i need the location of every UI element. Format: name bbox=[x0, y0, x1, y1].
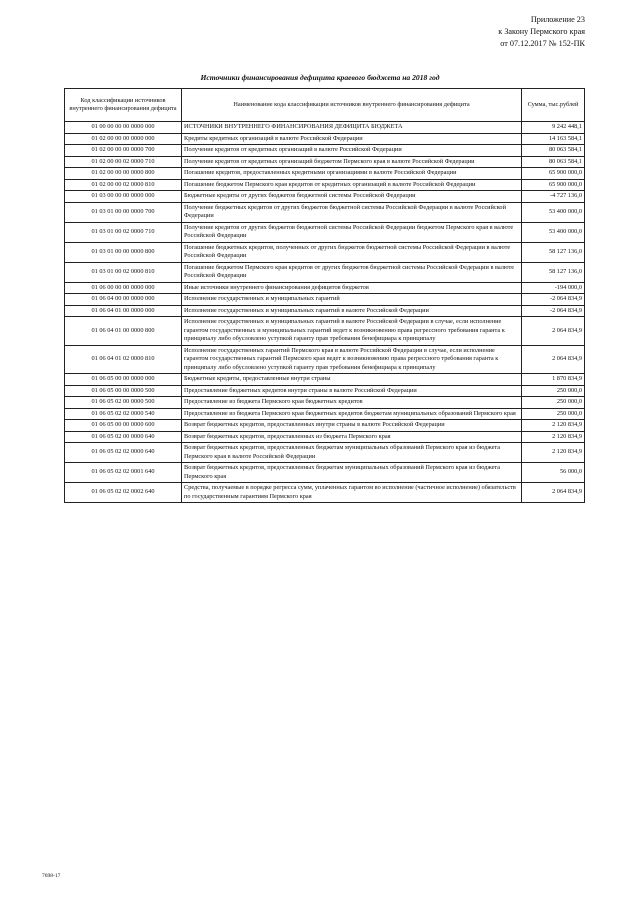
table-row bbox=[65, 443, 585, 463]
sum-cell: 53 400 000,0 bbox=[522, 222, 585, 242]
name-cell: Возврат бюджетных кредитов, предоставленных бюджетам муниципальных образований Пермского края из бюджета Пермского края bbox=[182, 463, 522, 483]
name-cell: Предоставление бюджетных кредитов внутри страны в валюте Российской Федерации bbox=[182, 385, 522, 397]
code-cell: 01 02 00 00 00 0000 700 bbox=[65, 145, 182, 157]
table-row bbox=[65, 431, 585, 443]
table-row bbox=[65, 191, 585, 203]
code-cell: 01 02 00 00 00 0000 000 bbox=[65, 133, 182, 145]
name-cell: Погашение бюджетных кредитов, полученных от других бюджетов бюджетной системы Российской Федерации в валюте Российской Федерации bbox=[182, 242, 522, 262]
sum-cell: 14 163 584,1 bbox=[522, 133, 585, 145]
name-cell: Бюджетные кредиты от других бюджетов бюджетной системы Российской Федерации bbox=[182, 191, 522, 203]
sum-cell: 2 064 834,9 bbox=[522, 345, 585, 374]
table-row bbox=[65, 294, 585, 306]
name-cell: Бюджетные кредиты, предоставленные внутри страны bbox=[182, 374, 522, 386]
name-cell: Предоставление из бюджета Пермского края бюджетных кредитов бюджетам муниципальных образований Пермского края bbox=[182, 408, 522, 420]
code-cell: 01 06 04 01 00 0000 000 bbox=[65, 305, 182, 317]
code-cell: 01 06 05 02 00 0000 640 bbox=[65, 431, 182, 443]
code-cell: 01 02 00 00 02 0000 710 bbox=[65, 156, 182, 168]
table-row bbox=[65, 420, 585, 432]
code-cell: 01 00 00 00 00 0000 000 bbox=[65, 122, 182, 134]
name-cell: Получение кредитов от кредитных организаций бюджетом Пермского края в валюте Российской Федерации bbox=[182, 156, 522, 168]
code-cell: 01 06 05 00 00 0000 500 bbox=[65, 385, 182, 397]
sum-cell: 2 120 834,9 bbox=[522, 420, 585, 432]
code-cell: 01 06 05 00 00 0000 000 bbox=[65, 374, 182, 386]
sum-cell: 9 242 448,1 bbox=[522, 122, 585, 134]
name-cell: Получение кредитов от кредитных организаций в валюте Российской Федерации bbox=[182, 145, 522, 157]
sum-cell: 2 064 834,9 bbox=[522, 483, 585, 503]
name-cell: ИСТОЧНИКИ ВНУТРЕННЕГО ФИНАНСИРОВАНИЯ ДЕФИЦИТА БЮДЖЕТА bbox=[182, 122, 522, 134]
code-cell: 01 02 00 00 02 0000 810 bbox=[65, 179, 182, 191]
sum-cell: 65 900 000,0 bbox=[522, 168, 585, 180]
name-cell: Получение бюджетных кредитов от других бюджетов бюджетной системы Российской Федерации в валюте Российской Федерации bbox=[182, 202, 522, 222]
table-header-row bbox=[65, 89, 585, 122]
sum-cell: 65 900 000,0 bbox=[522, 179, 585, 191]
name-cell: Возврат бюджетных кредитов, предоставленных бюджетам муниципальных образований Пермского края из бюджета Пермского края в валюте Российской Федерации bbox=[182, 443, 522, 463]
code-cell: 01 06 05 02 02 0000 540 bbox=[65, 408, 182, 420]
header-name: Наименование кода классификации источников внутреннего финансирования дефицита bbox=[182, 89, 522, 122]
code-cell: 01 03 01 00 02 0000 710 bbox=[65, 222, 182, 242]
table-row bbox=[65, 397, 585, 409]
name-cell: Исполнение государственных и муниципальных гарантий bbox=[182, 294, 522, 306]
table-row bbox=[65, 463, 585, 483]
table-row bbox=[65, 483, 585, 503]
code-cell: 01 06 05 02 00 0000 500 bbox=[65, 397, 182, 409]
header-sum: Сумма, тыс.рублей bbox=[522, 89, 585, 122]
sum-cell: 250 000,0 bbox=[522, 397, 585, 409]
name-cell: Погашение бюджетом Пермского края кредитов от других бюджетов бюджетной системы Российской Федерации в валюте Российской Федерации bbox=[182, 262, 522, 282]
sum-cell: 56 000,0 bbox=[522, 463, 585, 483]
sum-cell: 53 400 000,0 bbox=[522, 202, 585, 222]
sum-cell: 250 000,0 bbox=[522, 385, 585, 397]
code-cell: 01 03 00 00 00 0000 000 bbox=[65, 191, 182, 203]
footer-doc-number: 7698-17 bbox=[42, 873, 61, 879]
table-row bbox=[65, 122, 585, 134]
code-cell: 01 03 01 00 00 0000 800 bbox=[65, 242, 182, 262]
name-cell: Погашение кредитов, предоставленных кредитными организациями в валюте Российской Федерации bbox=[182, 168, 522, 180]
code-cell: 01 06 04 01 00 0000 800 bbox=[65, 317, 182, 346]
table-row bbox=[65, 385, 585, 397]
table-row bbox=[65, 222, 585, 242]
code-cell: 01 03 01 00 00 0000 700 bbox=[65, 202, 182, 222]
sum-cell: 250 000,0 bbox=[522, 408, 585, 420]
name-cell: Предоставление из бюджета Пермского края бюджетных кредитов bbox=[182, 397, 522, 409]
table-row bbox=[65, 317, 585, 346]
name-cell: Исполнение государственных и муниципальных гарантий в валюте Российской Федерации bbox=[182, 305, 522, 317]
budget-deficit-sources-table bbox=[64, 88, 585, 503]
code-cell: 01 06 04 01 02 0000 810 bbox=[65, 345, 182, 374]
name-cell: Погашение бюджетом Пермского края кредитов от кредитных организаций в валюте Российской Федерации bbox=[182, 179, 522, 191]
table-row bbox=[65, 202, 585, 222]
table-row bbox=[65, 305, 585, 317]
name-cell: Возврат бюджетных кредитов, предоставленных внутри страны в валюте Российской Федерации bbox=[182, 420, 522, 432]
table-row bbox=[65, 374, 585, 386]
sum-cell: 80 063 584,1 bbox=[522, 156, 585, 168]
table-row bbox=[65, 145, 585, 157]
sum-cell: 1 870 834,9 bbox=[522, 374, 585, 386]
sum-cell: 2 064 834,9 bbox=[522, 317, 585, 346]
annex-line-3: от 07.12.2017 № 152-ПК bbox=[500, 39, 585, 48]
code-cell: 01 06 00 00 00 0000 000 bbox=[65, 282, 182, 294]
table-row bbox=[65, 168, 585, 180]
annex-block bbox=[498, 14, 585, 50]
document-title: Источники финансирования дефицита краевого бюджета на 2018 год bbox=[200, 73, 440, 82]
header-code: Код классификации источников внутреннего финансирования дефицита bbox=[65, 89, 182, 122]
table-row bbox=[65, 156, 585, 168]
sum-cell: 2 120 834,9 bbox=[522, 443, 585, 463]
table-row bbox=[65, 242, 585, 262]
name-cell: Исполнение государственных и муниципальных гарантий в валюте Российской Федерации в случае, если исполнение гарантом государственных и муниципальных гарантий ведет к возникновению права регрессного требования гаранта к принципалу либо обусловлено уступкой гаранту прав требования бенефициара к принципалу bbox=[182, 317, 522, 346]
sum-cell: -194 000,0 bbox=[522, 282, 585, 294]
table-row bbox=[65, 133, 585, 145]
code-cell: 01 06 05 02 02 0000 640 bbox=[65, 443, 182, 463]
table-row bbox=[65, 408, 585, 420]
annex-line-1: Приложение 23 bbox=[530, 15, 585, 24]
code-cell: 01 06 04 00 00 0000 000 bbox=[65, 294, 182, 306]
name-cell: Кредиты кредитных организаций в валюте Российской Федерации bbox=[182, 133, 522, 145]
name-cell: Получение кредитов от других бюджетов бюджетной системы Российской Федерации бюджетом Пермского края в валюте Российской Федерации bbox=[182, 222, 522, 242]
name-cell: Иные источники внутреннего финансирования дефицитов бюджетов bbox=[182, 282, 522, 294]
name-cell: Возврат бюджетных кредитов, предоставленных из бюджета Пермского края bbox=[182, 431, 522, 443]
code-cell: 01 03 01 00 02 0000 810 bbox=[65, 262, 182, 282]
name-cell: Средства, получаемые в порядке регресса сумм, уплаченных гарантом во исполнение (частичное исполнение) обязательств по государственным гарантиям Пермского края bbox=[182, 483, 522, 503]
annex-line-2: к Закону Пермского края bbox=[498, 27, 585, 36]
sum-cell: 80 063 584,1 bbox=[522, 145, 585, 157]
sum-cell: 58 127 136,0 bbox=[522, 262, 585, 282]
table-body bbox=[65, 122, 585, 503]
table-row bbox=[65, 282, 585, 294]
code-cell: 01 06 05 02 02 0001 640 bbox=[65, 463, 182, 483]
code-cell: 01 06 05 00 00 0000 600 bbox=[65, 420, 182, 432]
table-row bbox=[65, 262, 585, 282]
sum-cell: 58 127 136,0 bbox=[522, 242, 585, 262]
sum-cell: -4 727 136,0 bbox=[522, 191, 585, 203]
sum-cell: 2 120 834,9 bbox=[522, 431, 585, 443]
code-cell: 01 02 00 00 00 0000 800 bbox=[65, 168, 182, 180]
name-cell: Исполнение государственных гарантий Пермского края в валюте Российской Федерации в случае, если исполнение гарантом государственных гарантий Пермского края ведет к возникновению права регрессного требования гаранта к принципалу либо обусловлено уступкой гаранту прав требования бенефициара к принципалу bbox=[182, 345, 522, 374]
table-row bbox=[65, 179, 585, 191]
code-cell: 01 06 05 02 02 0002 640 bbox=[65, 483, 182, 503]
sum-cell: -2 064 834,9 bbox=[522, 294, 585, 306]
table-row bbox=[65, 345, 585, 374]
sum-cell: -2 064 834,9 bbox=[522, 305, 585, 317]
